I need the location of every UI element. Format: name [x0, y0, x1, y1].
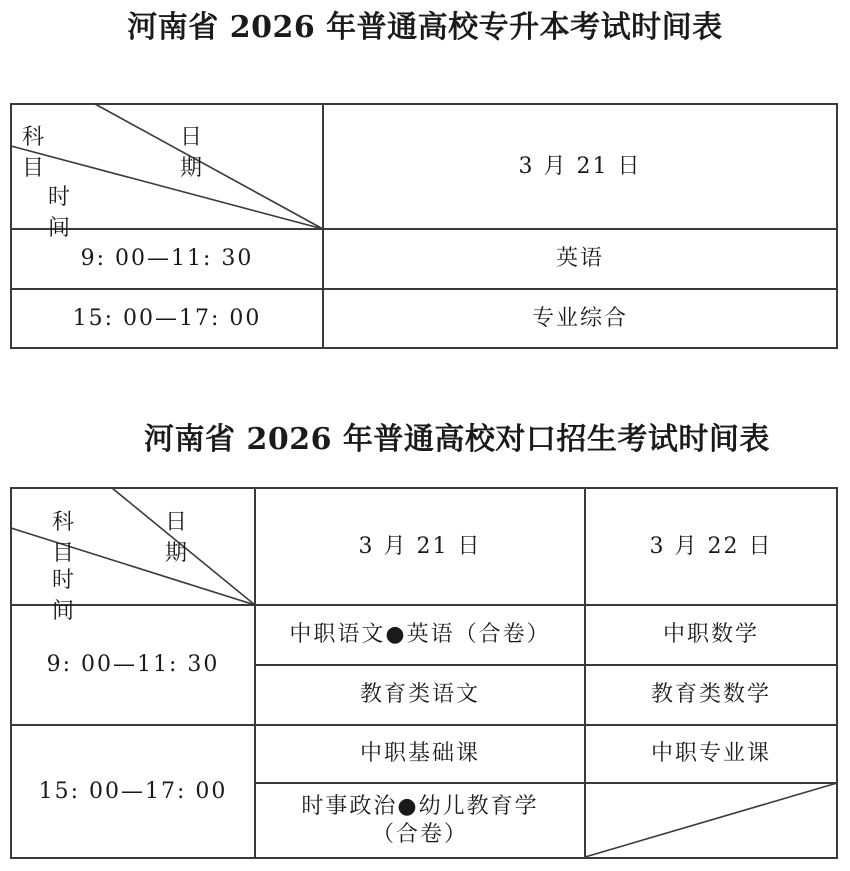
table2-cell: 教育类语文 — [359, 682, 480, 708]
table2-date-header: 3 月 21 日 — [358, 533, 482, 559]
table2-cell: 中职语文●英语（合卷） — [289, 622, 551, 648]
table1-header-time: 时间 — [48, 185, 74, 241]
table1-cell: 专业综合 — [531, 305, 628, 331]
table1-row-time: 9: 00—11: 30 — [80, 246, 254, 272]
table1-date-header: 3 月 21 日 — [518, 153, 642, 179]
table2-session-time: 9: 00—11: 30 — [46, 652, 220, 678]
table2-date-header: 3 月 22 日 — [649, 533, 773, 559]
table1-title: 河南省 2026 年普通高校专升本考试时间表 — [127, 10, 723, 45]
table2-title: 河南省 2026 年普通高校对口招生考试时间表 — [144, 422, 770, 457]
table1-header-date: 日期 — [180, 125, 206, 181]
table1-cell: 英语 — [555, 246, 604, 272]
table2-session-time: 15: 00—17: 00 — [38, 778, 228, 804]
table2-header-date: 日期 — [165, 510, 191, 566]
table2-empty-cell — [586, 784, 836, 857]
table2-header-subject: 科目 — [52, 510, 78, 566]
table2-header-time: 时间 — [52, 568, 78, 624]
table2-cell: 中职专业课 — [650, 741, 771, 767]
table2-cell: 时事政治●幼儿教育学 （合卷） — [301, 794, 539, 847]
table2-cell: 中职基础课 — [359, 741, 480, 767]
table1-row-time: 15: 00—17: 00 — [72, 305, 262, 331]
table2-cell: 中职数学 — [662, 622, 759, 648]
table1-header-subject: 科目 — [22, 125, 48, 181]
table2-cell: 教育类数学 — [650, 682, 771, 708]
